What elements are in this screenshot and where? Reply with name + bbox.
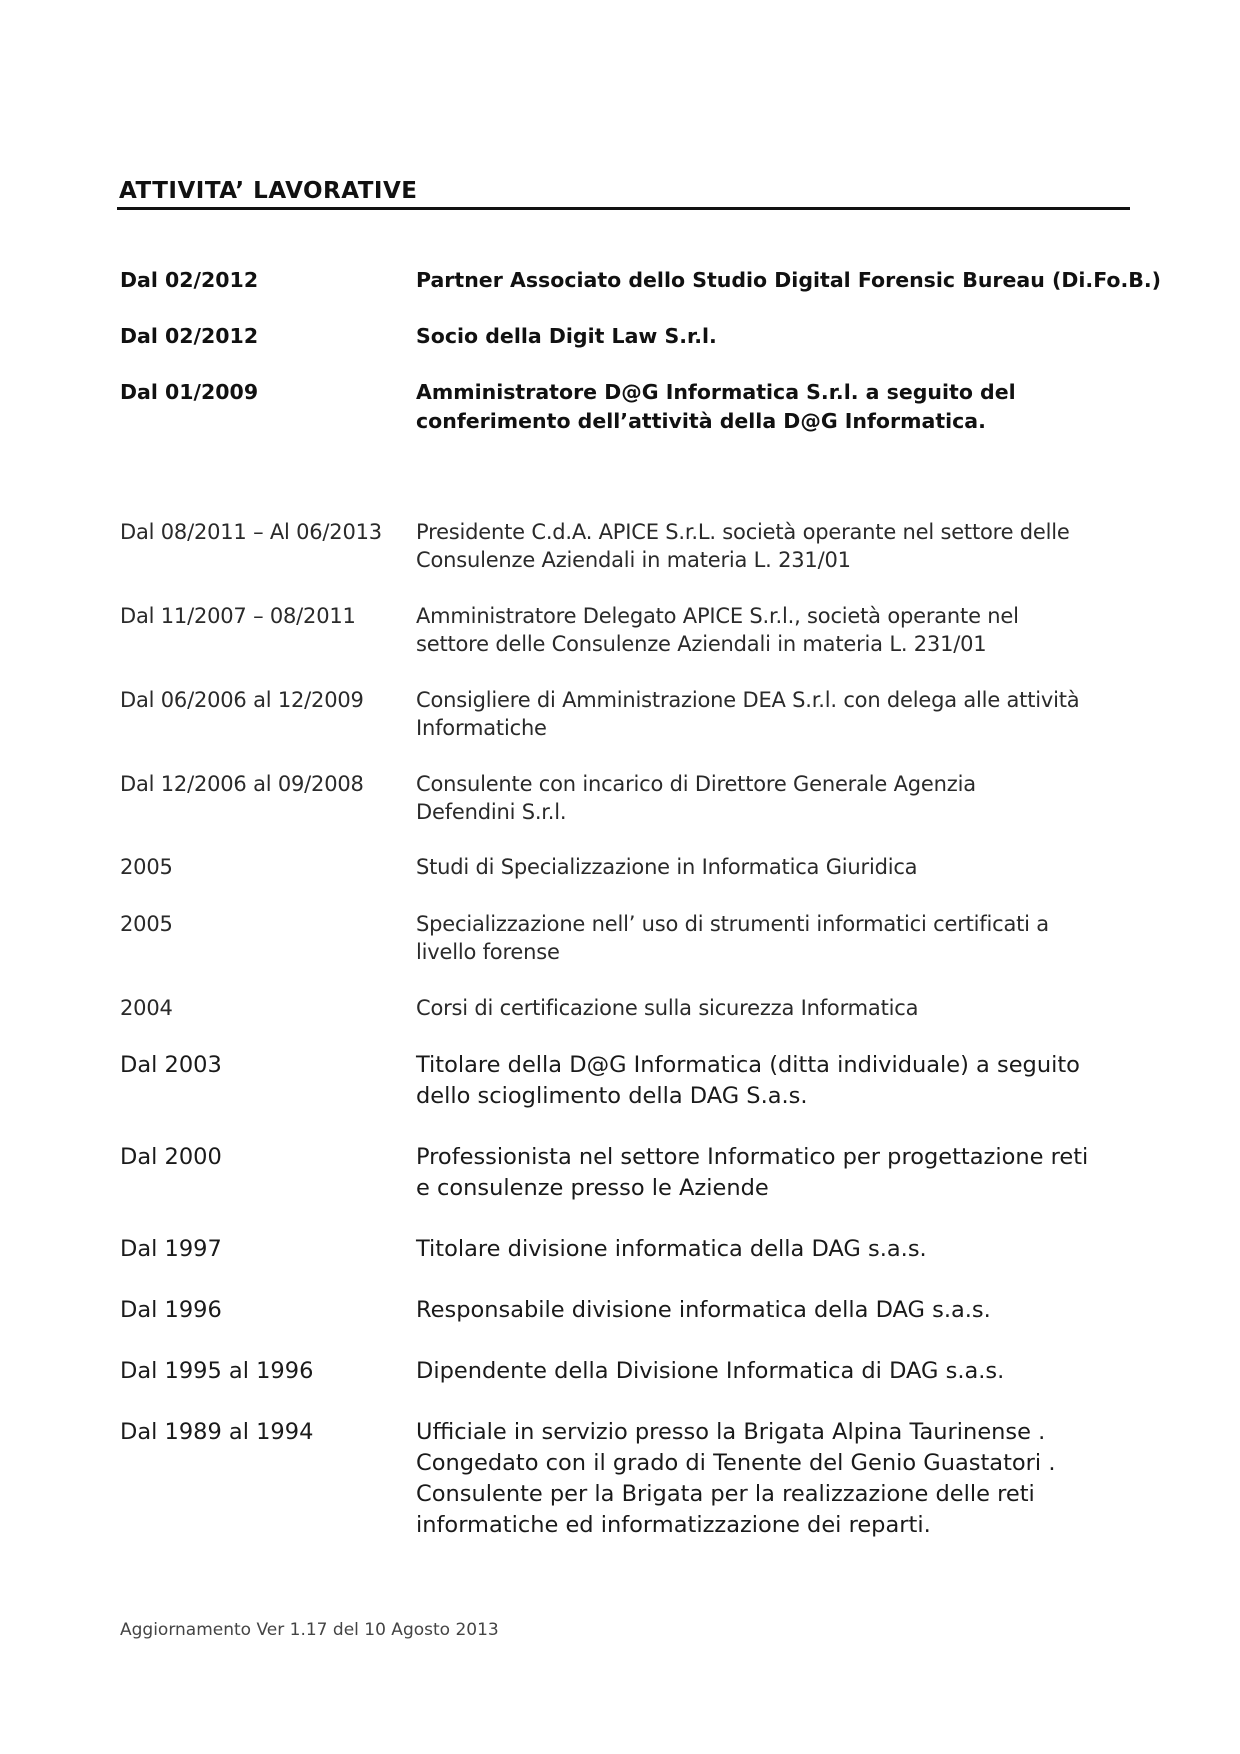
entry-line: Dipendente della Divisione Informatica di DAG s.a.s. [416, 1358, 1005, 1384]
entry-date: Dal 02/2012 [120, 324, 259, 348]
entry-line: Corsi di certificazione sulla sicurezza Informatica [416, 996, 919, 1020]
entry-line: livello forense [416, 940, 560, 964]
entry-date: Dal 02/2012 [120, 268, 259, 292]
entry-line: informatiche ed informatizzazione dei reparti. [416, 1512, 931, 1538]
title-underline [117, 207, 1130, 210]
entry-line: Partner Associato dello Studio Digital Forensic Bureau (Di.Fo.B.) [416, 268, 1162, 292]
entry-description [416, 602, 1136, 658]
entry-date: Dal 06/2006 al 12/2009 [120, 688, 364, 712]
entry-line: dello scioglimento della DAG S.a.s. [416, 1083, 808, 1109]
section-title: ATTIVITA’ LAVORATIVE [119, 178, 418, 204]
entry-line: Socio della Digit Law S.r.l. [416, 324, 717, 348]
entry-line: Specializzazione nell’ uso di strumenti informatici certificati a [416, 912, 1049, 936]
entry-description [416, 1356, 1136, 1387]
entry-description [416, 910, 1136, 966]
entry-date: Dal 1995 al 1996 [120, 1358, 314, 1384]
entry-date: Dal 01/2009 [120, 380, 259, 404]
entry-line: Responsabile divisione informatica della DAG s.a.s. [416, 1297, 991, 1323]
entry-description [416, 1295, 1136, 1326]
footer-version-note: Aggiornamento Ver 1.17 del 10 Agosto 2013 [120, 1620, 499, 1640]
entry-line: Defendini S.r.l. [416, 800, 567, 824]
entry-description [416, 1050, 1136, 1112]
entry-date: 2005 [120, 855, 173, 879]
entry-date: 2005 [120, 912, 173, 936]
entry-date: Dal 12/2006 al 09/2008 [120, 772, 364, 796]
entry-line: Professionista nel settore Informatico per progettazione reti [416, 1144, 1089, 1170]
entry-description [416, 686, 1136, 742]
entry-line: Informatiche [416, 716, 547, 740]
entry-date: Dal 2000 [120, 1144, 222, 1170]
entry-description [416, 266, 1162, 295]
entry-description [416, 518, 1136, 574]
entry-line: Presidente C.d.A. APICE S.r.L. società operante nel settore delle [416, 520, 1070, 544]
entry-description [416, 1417, 1136, 1541]
entry-date: Dal 1989 al 1994 [120, 1419, 314, 1445]
entry-line: Amministratore Delegato APICE S.r.l., società operante nel [416, 604, 1019, 628]
entry-date: Dal 2003 [120, 1052, 222, 1078]
entry-line: settore delle Consulenze Aziendali in materia L. 231/01 [416, 632, 987, 656]
entry-description [416, 853, 1136, 881]
entry-line: Studi di Specializzazione in Informatica Giuridica [416, 855, 918, 879]
entry-line: Titolare della D@G Informatica (ditta individuale) a seguito [416, 1052, 1080, 1078]
entry-date: Dal 08/2011 – Al 06/2013 [120, 520, 382, 544]
entry-line: Consulente per la Brigata per la realizzazione delle reti [416, 1481, 1035, 1507]
entry-date: Dal 11/2007 – 08/2011 [120, 604, 356, 628]
entry-description [416, 1234, 1136, 1265]
entry-date: Dal 1997 [120, 1236, 222, 1262]
entry-line: Consulenze Aziendali in materia L. 231/01 [416, 548, 851, 572]
entry-line: Titolare divisione informatica della DAG s.a.s. [416, 1236, 927, 1262]
entry-line: conferimento dell’attività della D@G Informatica. [416, 409, 986, 433]
entry-line: Consigliere di Amministrazione DEA S.r.l. con delega alle attività [416, 688, 1080, 712]
entry-date: Dal 1996 [120, 1297, 222, 1323]
entry-line: Consulente con incarico di Direttore Generale Agenzia [416, 772, 976, 796]
entry-description [416, 994, 1136, 1022]
entry-description [416, 1142, 1136, 1204]
entry-description [416, 378, 1136, 436]
entry-line: Ufficiale in servizio presso la Brigata Alpina Taurinense . [416, 1419, 1046, 1445]
entry-line: Congedato con il grado di Tenente del Genio Guastatori . [416, 1450, 1056, 1476]
entry-line: e consulenze presso le Aziende [416, 1175, 769, 1201]
entry-date: 2004 [120, 996, 173, 1020]
entry-line: Amministratore D@G Informatica S.r.l. a seguito del [416, 380, 1016, 404]
entry-description [416, 322, 1136, 351]
entry-description [416, 770, 1136, 826]
